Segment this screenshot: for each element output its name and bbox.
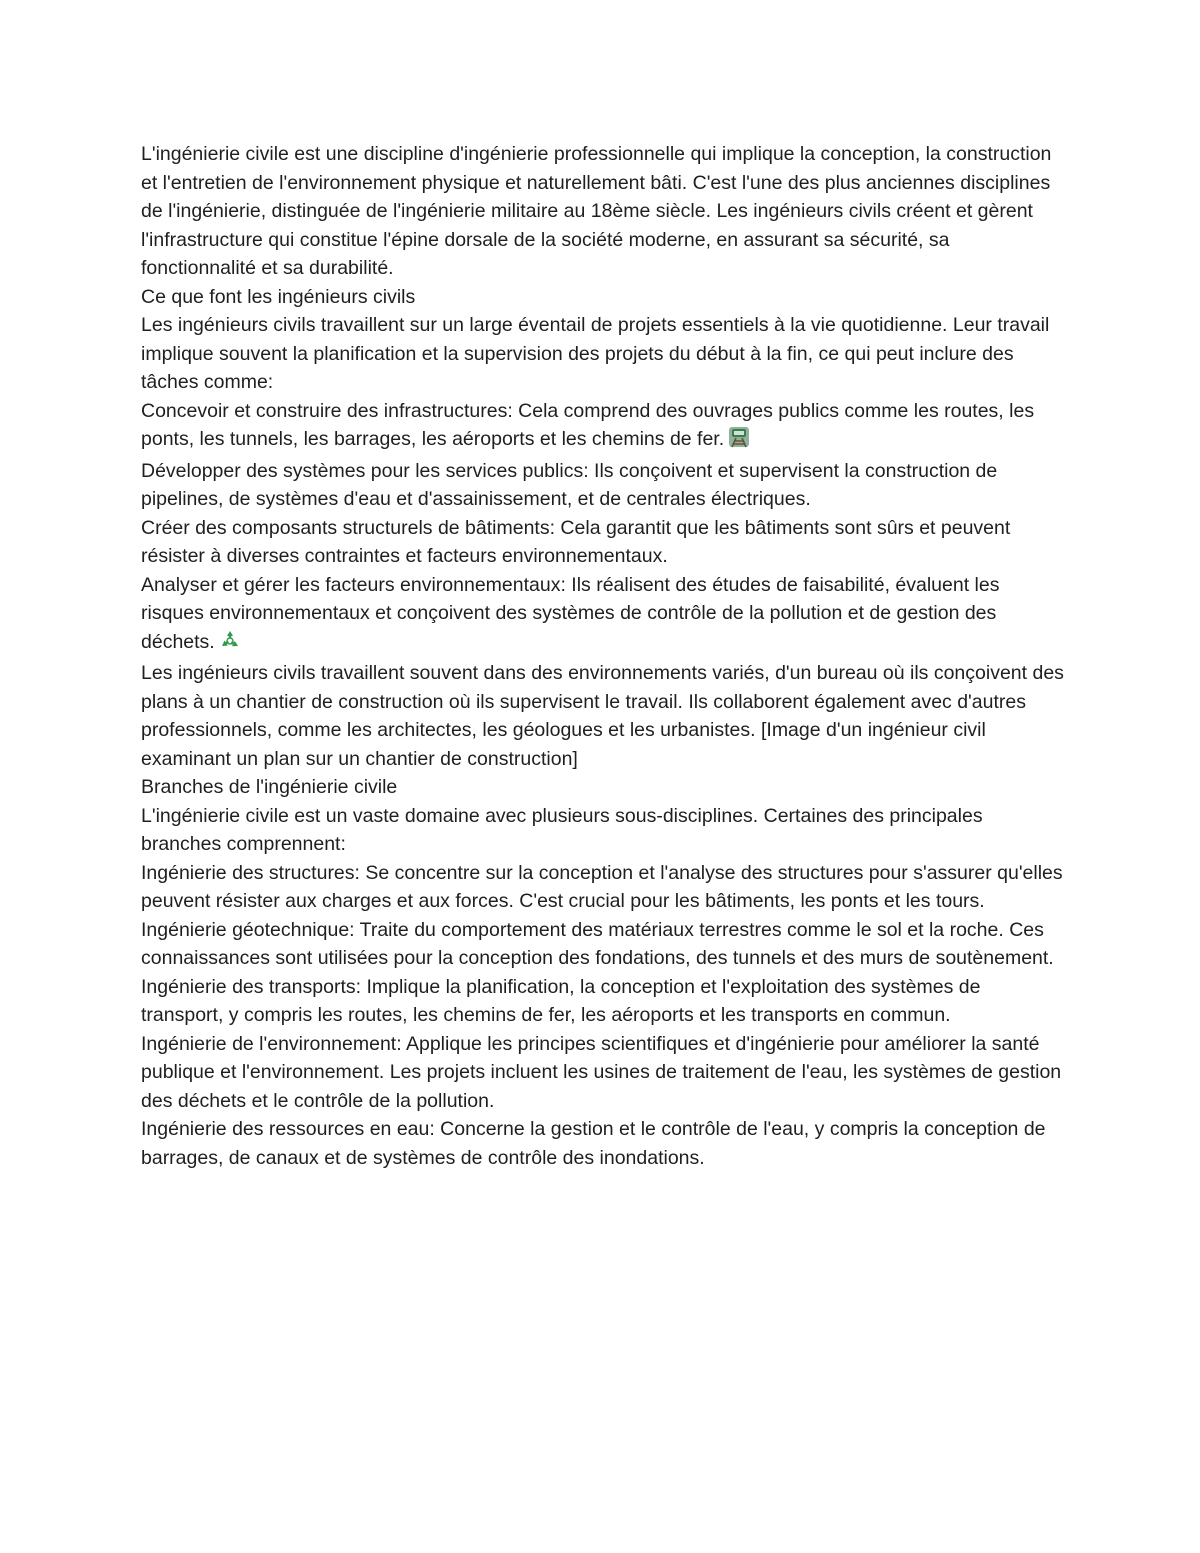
branch-transport: Ingénierie des transports: Implique la planification, la conception et l'exploitation des systèmes de transport, y compris les routes, les chemins de fer, les aéroports et les transports en commun.	[141, 975, 981, 1026]
intro-paragraph: L'ingénierie civile est une discipline d'ingénierie professionnelle qui implique la conception, la construction et l'entretien de l'environnement physique et naturellement bâti. C'est l'une des plus anciennes disciplines de l'ingénierie, distinguée de l'ingénierie militaire au 18ème siècle. Les ingénieurs civils créent et gèrent l'infrastructure qui constitue l'épine dorsale de la société moderne, en assurant sa sécurité, sa fonctionnalité et sa durabilité.	[141, 143, 1052, 279]
work-overview-paragraph: Les ingénieurs civils travaillent sur un large éventail de projets essentiels à la vie quotidienne. Leur travail implique souvent la planification et la supervision des projets du début à la fin, ce qui peut inclure des tâches comme:	[141, 314, 1050, 393]
section-heading-branches: Branches de l'ingénierie civile	[141, 776, 398, 798]
task-environmental-text: Analyser et gérer les facteurs environnementaux: Ils réalisent des études de faisabilité, évaluent les risques environnementaux et conçoivent des systèmes de contrôle de la pollution et de gestion des déchets.	[141, 573, 1000, 653]
document-body	[141, 140, 1066, 1172]
work-environments-paragraph: Les ingénieurs civils travaillent souvent dans des environnements variés, d'un bureau où ils conçoivent des plans à un chantier de construction où ils supervisent le travail. Ils collaborent également avec d'autres professionnels, comme les architectes, les géologues et les urbanistes. [Image d'un ingénieur civil examinant un plan sur un chantier de construction]	[141, 662, 1064, 770]
railway-track-icon	[728, 426, 750, 457]
task-utilities: Développer des systèmes pour les services publics: Ils conçoivent et supervisent la construction de pipelines, de systèmes d'eau et d'assainissement, et de centrales électriques.	[141, 459, 998, 510]
branches-intro-paragraph: L'ingénierie civile est un vaste domaine avec plusieurs sous-disciplines. Certaines des principales branches comprennent:	[141, 804, 983, 855]
task-structural-components: Créer des composants structurels de bâtiments: Cela garantit que les bâtiments sont sûrs et peuvent résister à diverses contraintes et facteurs environnementaux.	[141, 516, 1011, 567]
branch-geotechnical: Ingénierie géotechnique: Traite du comportement des matériaux terrestres comme le sol et la roche. Ces connaissances sont utilisées pour la conception des fondations, des tunnels et des murs de soutènement.	[141, 918, 1054, 969]
branch-environment: Ingénierie de l'environnement: Applique les principes scientifiques et d'ingénierie pour améliorer la santé publique et l'environnement. Les projets incluent les usines de traitement de l'eau, les systèmes de gestion des déchets et le contrôle de la pollution.	[141, 1032, 1062, 1112]
branch-water-resources: Ingénierie des ressources en eau: Concerne la gestion et le contrôle de l'eau, y compris la conception de barrages, de canaux et de systèmes de contrôle des inondations.	[141, 1118, 1046, 1169]
task-environmental	[141, 571, 1066, 660]
section-heading-what-they-do: Ce que font les ingénieurs civils	[141, 285, 416, 308]
recycle-icon	[219, 629, 241, 660]
task-infrastructure-text: Concevoir et construire des infrastructures: Cela comprend des ouvrages publics comme les routes, les ponts, les tunnels, les barrages, les aéroports et les chemins de fer.	[141, 399, 1035, 450]
task-infrastructure	[141, 397, 1066, 457]
branch-structures: Ingénierie des structures: Se concentre sur la conception et l'analyse des structures pour s'assurer qu'elles peuvent résister aux charges et aux forces. C'est crucial pour les bâtiments, les ponts et les tours.	[141, 861, 1063, 912]
